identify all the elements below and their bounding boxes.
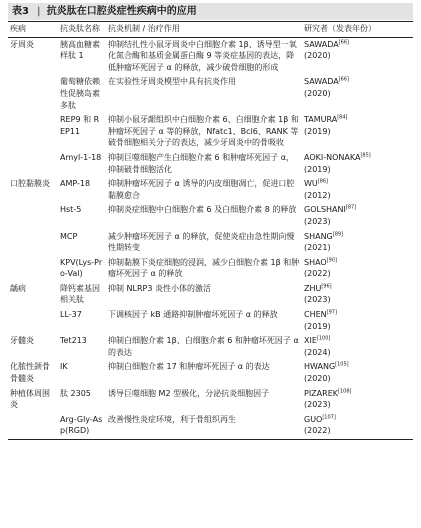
table-row	[8, 75, 413, 113]
table-row	[8, 256, 413, 282]
author-cell	[302, 230, 413, 256]
table-number: 表3	[12, 6, 29, 17]
author-name: TAMURA	[304, 115, 338, 125]
author-line	[304, 362, 349, 371]
mechanism-cell: 抑制结扎性小鼠牙周炎中白细胞介素 1β、诱导型一氧化氮合酶和基质金属蛋白酶 9 等炎症基因的表达，降低肿瘤坏死因子 α 的释放，减少破骨细胞的形成	[108, 39, 297, 72]
reference-number: [86]	[317, 178, 329, 185]
peptide-cell: KPV(Lys-Pro-Val)	[60, 257, 103, 279]
reference-number: [96]	[321, 283, 332, 290]
mechanism-cell: 在实验性牙周炎模型中具有抗炎作用	[108, 77, 236, 87]
mechanism-cell: 改善慢性炎症环境，利于骨组织再生	[108, 414, 236, 424]
header-mechanism: 抗炎机制 / 治疗作用	[108, 24, 180, 33]
peptide-cell: Amyl-1-18	[60, 152, 102, 162]
reference-number: [89]	[332, 230, 344, 237]
reference-number: [105]	[335, 361, 349, 368]
mechanism-cell: 抑制炎症细胞中白细胞介素 6 及白细胞介素 8 的释放	[108, 205, 297, 215]
table-body	[8, 37, 413, 439]
table-row	[8, 334, 413, 360]
author-line	[304, 232, 343, 241]
author-cell	[302, 113, 413, 151]
table-row	[8, 413, 413, 440]
table-row	[8, 282, 413, 308]
author-name: SAWADA	[304, 39, 339, 49]
mechanism-cell: 抑制白细胞介素 17 和肿瘤坏死因子 α 的表达	[108, 362, 270, 372]
author-name: GOLSHANI	[304, 205, 346, 215]
author-line	[304, 336, 330, 345]
publication-year: (2020)	[304, 88, 331, 98]
mechanism-cell: 诱导巨噬细胞 M2 型极化，分泌抗炎细胞因子	[108, 388, 270, 398]
disease-cell	[8, 113, 58, 151]
publication-year: (2021)	[304, 243, 331, 253]
disease-cell: 牙周炎	[10, 39, 34, 49]
disease-cell	[8, 75, 58, 113]
mechanism-cell: 抑制 NLRP3 炎性小体的激活	[108, 283, 211, 293]
table-row	[8, 230, 413, 256]
reference-number: [85]	[360, 152, 371, 159]
peptide-table	[8, 21, 413, 440]
publication-year: (2019)	[304, 164, 331, 174]
author-line	[304, 115, 347, 124]
table-row	[8, 113, 413, 151]
author-cell	[302, 177, 413, 203]
author-name: SAWADA	[304, 77, 339, 87]
peptide-cell: IK	[60, 362, 68, 372]
header-peptide: 抗炎肽名称	[60, 24, 100, 33]
reference-number: [87]	[345, 204, 357, 211]
author-line	[304, 258, 337, 267]
disease-cell: 龋病	[10, 283, 26, 293]
header-author: 研究者（发表年份）	[304, 24, 376, 33]
publication-year: (2019)	[304, 126, 331, 136]
peptide-cell: 肽 2305	[60, 388, 91, 398]
publication-year: (2023)	[304, 295, 331, 305]
author-line	[304, 284, 332, 293]
author-name: PIZAREK	[304, 388, 338, 398]
table-row	[8, 37, 413, 75]
author-cell	[302, 308, 413, 334]
author-line	[304, 40, 349, 49]
mechanism-cell: 抑制白细胞介素 1β、白细胞介素 6 和肿瘤坏死因子 α 的表达	[108, 336, 299, 357]
author-line	[304, 310, 337, 319]
publication-year: (2023)	[304, 400, 331, 410]
author-line	[304, 179, 328, 188]
disease-cell: 牙髓炎	[10, 336, 34, 346]
disease-cell	[8, 230, 58, 256]
peptide-cell: AMP-18	[60, 179, 91, 189]
table-title-bar	[8, 3, 413, 20]
author-name: CHEN	[304, 310, 327, 320]
table-row	[8, 203, 413, 229]
publication-year: (2022)	[304, 426, 331, 436]
peptide-cell: Hst-5	[60, 205, 82, 215]
author-name: XIE	[304, 336, 317, 346]
author-cell	[302, 282, 413, 308]
peptide-cell: Tet213	[60, 336, 87, 346]
disease-cell: 口腔黏膜炎	[10, 179, 50, 189]
peptide-cell: 葡萄糖依赖性促胰岛素多肽	[60, 77, 100, 110]
author-name: HWANG	[304, 362, 336, 372]
disease-cell	[8, 413, 58, 440]
peptide-cell: 胰高血糖素样肽 1	[60, 39, 100, 61]
peptide-cell: REP9 和 REP11	[60, 115, 100, 136]
mechanism-cell: 抑制巨噬细胞产生白细胞介素 6 和肿瘤坏死因子 α，抑制破骨细胞活化	[108, 152, 294, 174]
reference-number: [90]	[326, 257, 337, 264]
peptide-cell: Arg-Gly-Asp(RGD)	[60, 414, 103, 436]
mechanism-cell: 减少肿瘤坏死因子 α 的释放，促使炎症由急性期向慢性期转变	[108, 231, 295, 253]
author-name: WU	[304, 179, 318, 189]
publication-year: (2024)	[304, 347, 331, 357]
author-cell	[302, 151, 413, 177]
peptide-cell: MCP	[60, 231, 78, 241]
reference-number: [107]	[322, 414, 336, 421]
disease-cell: 化脓性颌骨骨髓炎	[10, 362, 50, 384]
publication-year: (2019)	[304, 321, 331, 331]
table-row	[8, 151, 413, 177]
mechanism-cell: 下调核因子 kB 通路抑制肿瘤坏死因子 α 的释放	[108, 310, 278, 320]
table-header	[8, 22, 413, 38]
table-row	[8, 308, 413, 334]
header-row	[8, 22, 413, 38]
author-cell	[302, 256, 413, 282]
author-cell	[302, 334, 413, 360]
disease-cell	[8, 256, 58, 282]
peptide-cell: 降钙素基因相关肽	[60, 283, 100, 305]
table-title: 抗炎肽在口腔炎症性疾病中的应用	[46, 6, 197, 17]
author-line	[304, 153, 371, 162]
reference-number: [84]	[337, 114, 348, 121]
author-line	[304, 205, 356, 214]
author-name: GUO	[304, 414, 323, 424]
author-line	[304, 77, 349, 86]
publication-year: (2020)	[304, 51, 331, 61]
mechanism-cell: 抑制小鼠牙龈组织中白细胞介素 6、白细胞介素 1β 和肿瘤坏死因子 α 等的释放，Nfatc1、Bcl6、RANK 等破骨细胞相关分子的表达，减少牙周炎中的骨吸收	[108, 115, 299, 148]
author-line	[304, 389, 351, 398]
author-name: AOKI-NONAKA	[304, 152, 361, 162]
disease-cell	[8, 308, 58, 334]
author-cell	[302, 203, 413, 229]
reference-number: [108]	[338, 387, 352, 394]
author-cell	[302, 75, 413, 113]
reference-number: [100]	[316, 335, 331, 342]
table-row	[8, 177, 413, 203]
reference-number: [97]	[326, 309, 337, 316]
author-name: SHAO	[304, 257, 327, 267]
author-name: ZHU	[304, 283, 322, 293]
author-name: SHANG	[304, 231, 333, 241]
disease-cell: 种植体周围炎	[10, 388, 50, 410]
peptide-cell: LL-37	[60, 310, 82, 320]
title-separator: |	[37, 6, 41, 17]
reference-number: [66]	[338, 76, 349, 83]
author-cell	[302, 360, 413, 386]
author-cell	[302, 387, 413, 413]
mechanism-cell: 抑制黏膜下炎症细胞的浸润，减少白细胞介素 1β 和肿瘤坏死因子 α 的释放	[108, 257, 300, 279]
mechanism-cell: 抑制肿瘤坏死因子 α 诱导的内皮细胞凋亡，促进口腔黏膜愈合	[108, 179, 295, 200]
table-row	[8, 387, 413, 413]
author-line	[304, 415, 336, 424]
disease-cell	[8, 203, 58, 229]
publication-year: (2020)	[304, 374, 331, 384]
publication-year: (2022)	[304, 269, 331, 279]
publication-year: (2023)	[304, 216, 331, 226]
table-row	[8, 360, 413, 386]
author-cell	[302, 413, 413, 440]
header-disease: 疾病	[10, 24, 26, 33]
publication-year: (2012)	[304, 190, 331, 200]
reference-number: [66]	[338, 38, 349, 45]
author-cell	[302, 37, 413, 75]
disease-cell	[8, 151, 58, 177]
